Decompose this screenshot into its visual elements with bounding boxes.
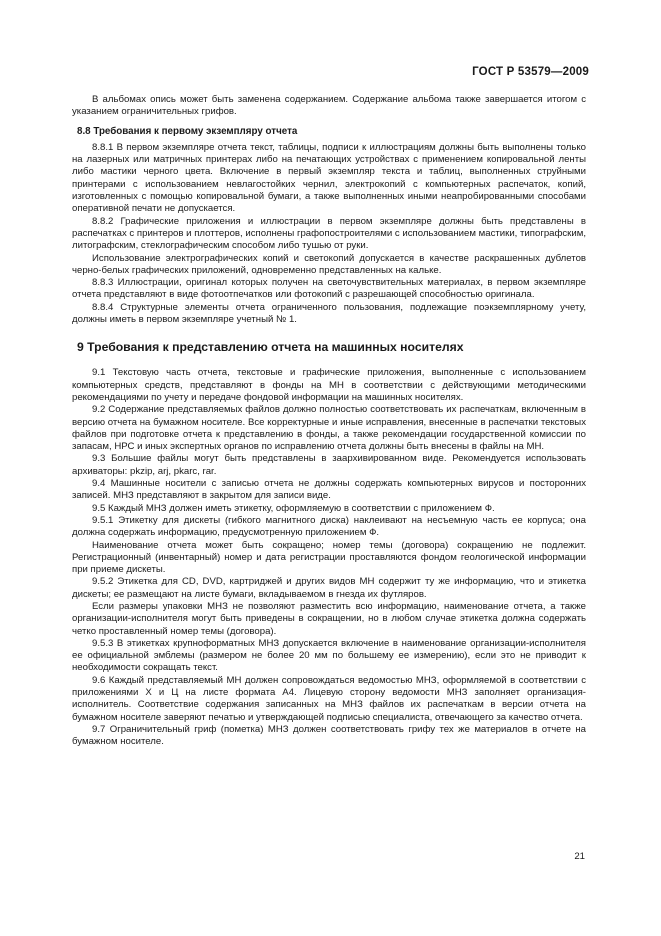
heading-8-8: 8.8 Требования к первому экземпляру отчета	[77, 125, 298, 137]
paragraph-9-3: 9.3 Большие файлы могут быть представлены в заархивированном виде. Рекомендуется использовать архиваторы: pkzip, arj, pkarc, rar.	[72, 453, 586, 477]
paragraph-8-8-4: 8.8.4 Структурные элементы отчета ограниченного пользования, подлежащие поэкземплярному учету, должны иметь в первом экземпляре учетный № 1.	[72, 301, 586, 326]
page-number: 21	[574, 851, 585, 862]
paragraph-9-7: 9.7 Ограничительный гриф (пометка) МНЗ должен соответствовать грифу тех же материалов в отчете на бумажном носителе.	[72, 723, 586, 748]
paragraph-9-1: 9.1 Текстовую часть отчета, текстовые и графические приложения, выполненные с использованием компьютерных средств, представляют в фонды на МН в соответствии с действующими методическими рекомендациями по учету и передаче фондовой информации на машинных носителях.	[72, 367, 586, 403]
paragraph-9-5-1-b: Наименование отчета может быть сокращено; номер темы (договора) сокращению не подлежит. Регистрационный (инвентарный) номер и дата регистрации проставляются фондом геологической информации при приеме дискеты.	[72, 539, 586, 576]
paragraph-9-2: 9.2 Содержание представляемых файлов должно полностью соответствовать их распечаткам, включенным в версию отчета на бумажном носителе. Все корректурные и иные исправления, внесенные в распечатки текстовых файлов при подготовке отчета к представлению в фонды, а также рекомендации государственной комиссии по запасам, НРС и иных экспертных органов по исправлению отчета должны быть внесены в файлы на МН.	[72, 404, 586, 453]
paragraph-8-8-1: 8.8.1 В первом экземпляре отчета текст, таблицы, подписи к иллюстрациям должны быть выполнены только на лазерных или матричных принтерах либо на печатающих устройствах с применением копировальной ленты либо мастики черного цвета. Включение в первый экземпляр текста и таблиц, выполненных струйными принтерами с использованием невлагостойких чернил, электрокопий с компьютерных распечаток, копий, изготовленных с помощью копировальной бумаги, а также выполненных иными неапробированными способами оперативной печати не допускается.	[72, 141, 586, 215]
paragraph-9-5: 9.5 Каждый МНЗ должен иметь этикетку, оформляемую в соответствии с приложением Ф.	[92, 502, 495, 514]
paragraph-9-6: 9.6 Каждый представляемый МН должен сопровождаться ведомостью МНЗ, оформляемой в соответствии с приложениями Х и Ц на листе формата А4. Лицевую сторону ведомости МНЗ заполняет организация-исполнитель. Соответствие содержания записанных на МНЗ файлов их распечаткам в версии отчета на бумажном носителе заверяют печатью и утверждающей подписью специалиста, отвечающего за качество отчета.	[72, 674, 586, 723]
document-standard-id: ГОСТ Р 53579—2009	[472, 66, 589, 78]
paragraph-9-5-2: 9.5.2 Этикетка для CD, DVD, картриджей и других видов МН содержит ту же информацию, что и этикетка дискеты; ее размещают на листе бумаги, вкладываемом в гнезда их футляров.	[72, 576, 586, 600]
paragraph-8-8-2: 8.8.2 Графические приложения и иллюстрации в первом экземпляре должны быть представлены в распечатках с принтеров и плоттеров, исполнены графопостроителями с использованием мастики, типографским, литографским, стеклографическим способом либо тушью от руки.	[72, 215, 586, 252]
paragraph-9-5-1: 9.5.1 Этикетку для дискеты (гибкого магнитного диска) наклеивают на несъемную часть ее корпуса; она должна содержать информацию, предусмотренную приложением Ф.	[72, 514, 586, 539]
heading-section-9: 9 Требования к представлению отчета на машинных носителях	[77, 340, 464, 355]
paragraph-9-5-2-b: Если размеры упаковки МНЗ не позволяют разместить всю информацию, наименование отчета, а также организации-исполнителя могут быть приведены в сокращении, но в любом случае этикетка должна содержать четко проставленный номер темы (договора).	[72, 600, 586, 637]
paragraph-8-8-3: 8.8.3 Иллюстрации, оригинал которых получен на светочувствительных материалах, в первом экземпляре отчета представляют в виде фотоотпечатков или фотокопий с разрешающей способностью оригинала.	[72, 277, 586, 301]
paragraph-album: В альбомах опись может быть заменена содержанием. Содержание альбома также завершается итогом с указанием ограничительных грифов.	[72, 94, 586, 118]
paragraph-9-4: 9.4 Машинные носители с записью отчета не должны содержать компьютерных вирусов и посторонних записей. МНЗ представляют в закрытом для записи виде.	[72, 478, 586, 502]
paragraph-8-8-2-b: Использование электрографических копий и светокопий допускается в качестве раскрашенных дублетов черно-белых графических приложений, одновременно представленных на кальке.	[72, 252, 586, 276]
paragraph-9-5-3: 9.5.3 В этикетках крупноформатных МНЗ допускается включение в наименование организации-исполнителя ее официальной эмблемы (размером не более 20 мм по большему ее измерению), если это не приводит к необходимости сокращать текст.	[72, 637, 586, 674]
document-body	[72, 94, 586, 749]
